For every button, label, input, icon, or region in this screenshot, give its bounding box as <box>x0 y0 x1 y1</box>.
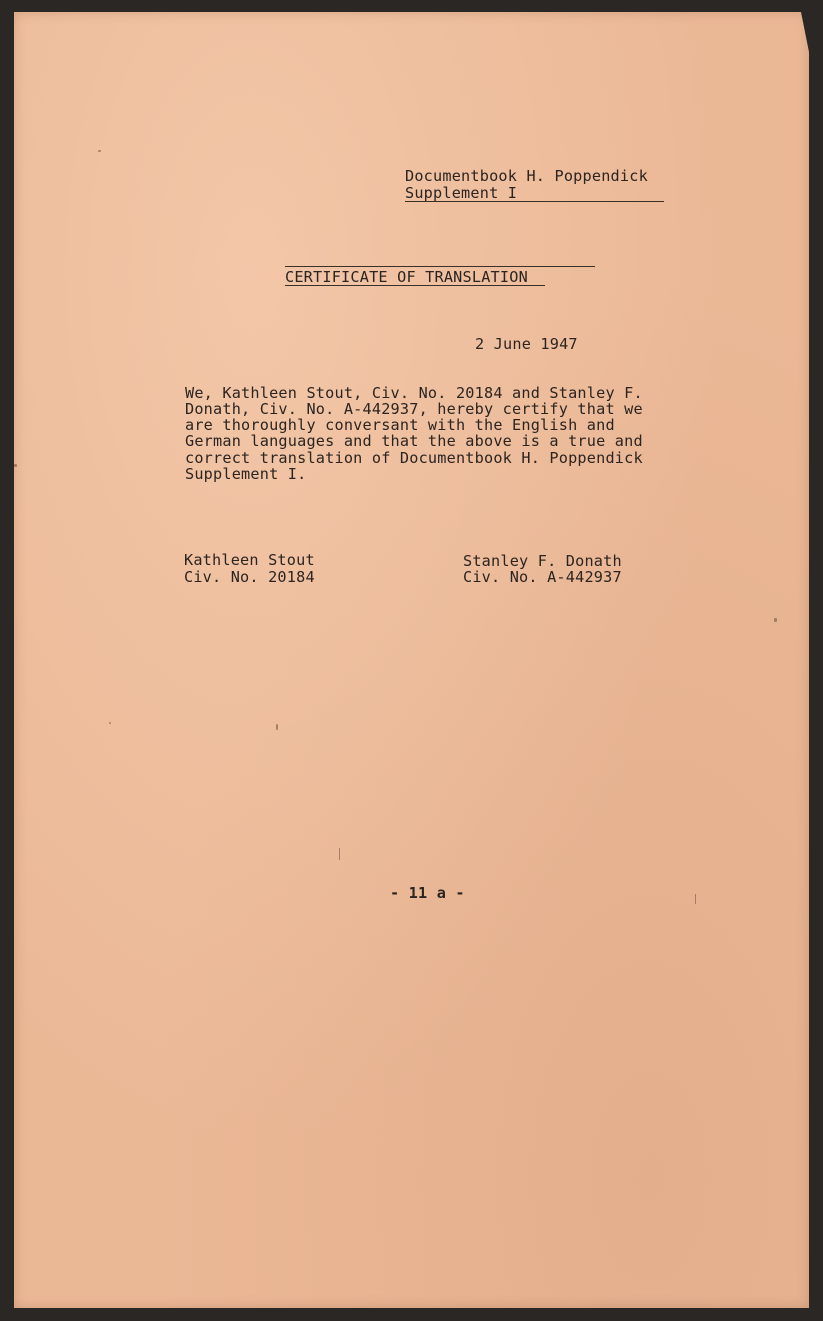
certificate-title: CERTIFICATE OF TRANSLATION <box>285 268 528 286</box>
signature-left-civ: Civ. No. 20184 <box>184 568 315 586</box>
body-line: are thoroughly conversant with the English and <box>185 416 615 434</box>
body-line: We, Kathleen Stout, Civ. No. 20184 and Stanley F. <box>185 384 643 402</box>
body-line: correct translation of Documentbook H. Poppendick <box>185 449 643 467</box>
title-underline <box>285 285 545 286</box>
body-line: Donath, Civ. No. A-442937, hereby certify that we <box>185 400 643 418</box>
document-page <box>14 12 809 1308</box>
signature-right-name: Stanley F. Donath <box>463 552 622 570</box>
header-supplement: Supplement I <box>405 184 518 202</box>
paper-fleck <box>774 618 777 622</box>
body-line: German languages and that the above is a true and <box>185 432 643 450</box>
title-upper-rule <box>285 266 595 267</box>
paper-fleck <box>339 848 340 860</box>
signature-right-civ: Civ. No. A-442937 <box>463 568 622 586</box>
paper-fleck <box>109 722 111 724</box>
paper-fleck <box>14 464 17 467</box>
body-line: Supplement I. <box>185 465 307 483</box>
paper-fleck <box>98 150 101 152</box>
header-documentbook: Documentbook H. Poppendick <box>405 167 648 185</box>
paper-fleck <box>276 724 278 730</box>
page-number: - 11 a - <box>390 884 465 902</box>
signature-left-name: Kathleen Stout <box>184 551 315 569</box>
paper-fleck <box>695 894 696 904</box>
certificate-date: 2 June 1947 <box>475 335 578 353</box>
torn-corner <box>801 12 809 52</box>
header-underline <box>405 201 664 202</box>
